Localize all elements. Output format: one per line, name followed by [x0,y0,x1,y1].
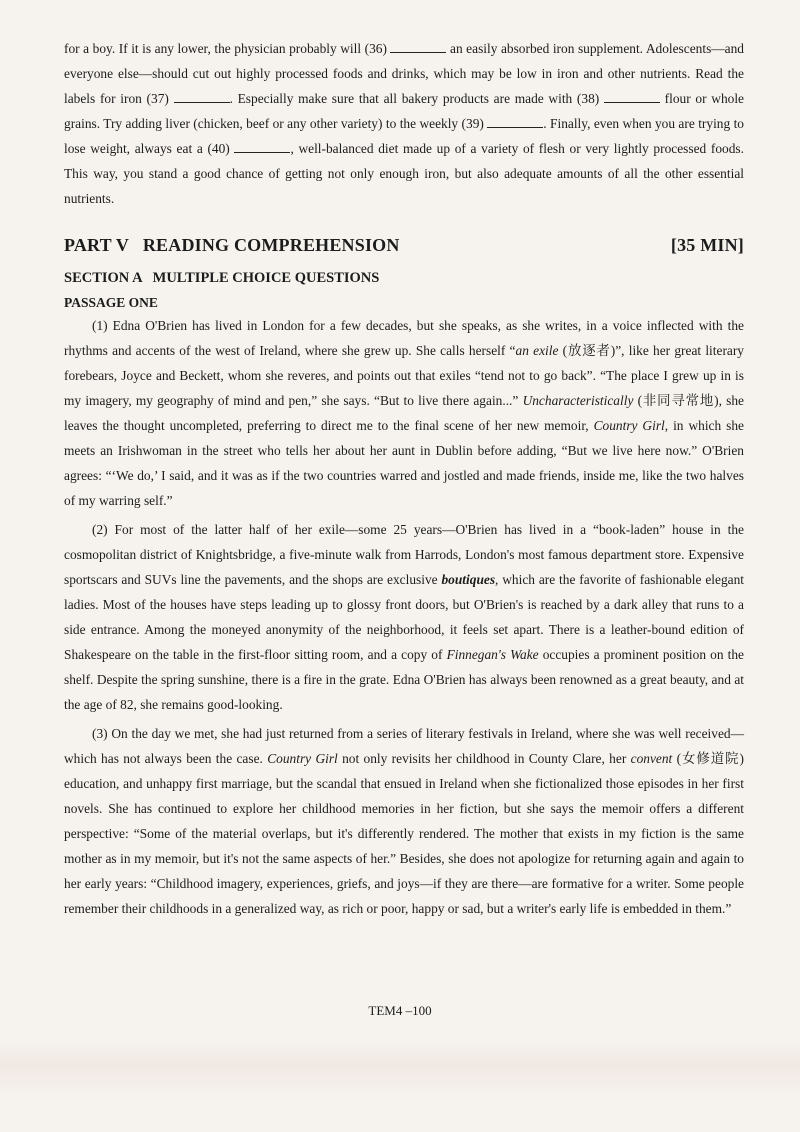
italic-term: an exile [515,343,559,358]
carryover-text: for a boy. If it is any lower, the physician probably will (36) [64,41,391,56]
text: (2) For most of the latter half of her exile—some 25 years—O'Brien has lived in a “book-laden” house in the cosmopolitan district of Knightsbridge, a five-minute walk from Harrods, London's most famous department store. Expensive sportscars and SUVs line the pavements, and the shops are exclusive [64,522,744,587]
blank-39[interactable] [487,115,543,128]
text: , in which she meets an Irishwoman in the street who tells her about her aunt in Dublin before adding, “But we live here now.” O'Brien agrees: “‘We do,’ I said, and it was as if the two countries warred and jostled and made friends, inside me, like the two halves of my warring self.” [64,418,745,508]
text: (女修道院) education, and unhappy first marriage, but the scandal that ensued in Ireland when she fictionalized those episodes in her first novels. She has continued to explore her childhood memories in her fiction, but she says the memoir offers a different perspective: “Some of the material overlaps, but it's differently rendered. The mother that exists in my fiction is the same mother as in my memoir, but it's not the same aspects of her.” Besides, she does not apologize for returning again and again to her early years: “Childhood imagery, experiences, griefs, and joys—if they are there—are formative for a writer. Some people remember their childhoods in a generalized way, as rich or poor, happy or sad, but a writer's early life is embedded in them.” [64,751,744,916]
carryover-text: . Finally, even when you are trying to lose weight, always eat a (40) [64,116,744,156]
part-time: [35 MIN] [670,235,744,255]
carryover-text: an easily absorbed iron supplement. Adolescents—and everyone else—should cut out highly processed foods and drinks, which may be low in iron and other nutrients. Read the labels for iron (37) [64,41,744,106]
blank-37[interactable] [174,90,230,103]
text: (3) On the day we met, she had just returned from a series of literary festivals in Ireland, where she was well received—which has not always been the case. [64,726,744,766]
page-shading [0,1040,800,1100]
carryover-text: , well-balanced diet made up of a variety of flesh or very lightly processed foods. This way, you stand a good chance of getting not only enough iron, but also adequate amounts of all the other essential nutrients. [64,141,744,206]
book-title: Country Girl [267,751,338,766]
part-heading [64,235,744,256]
paragraph-2 [64,517,744,717]
book-title: Finnegan's Wake [446,647,539,662]
italic-term: convent [630,751,673,766]
text: , which are the favorite of fashionable elegant ladies. Most of the houses have steps leading up to glossy front doors, but O'Brien's is reached by a dark alley that runs to a side entrance. Among the moneyed anonymity of the neighborhood, it feels set apart. There is a leather-bound edition of Shakespeare on the table in the first-floor sitting room, and a copy of [64,572,744,662]
blank-38[interactable] [604,90,660,103]
carryover-text: . Especially make sure that all bakery products are made with (38) [229,91,604,106]
text: not only revisits her childhood in County Clare, her [337,751,631,766]
carryover-paragraph [64,36,744,211]
italic-term: Uncharacteristically [522,393,634,408]
text: occupies a prominent position on the shelf. Despite the spring sunshine, there is a fire in the grate. Edna O'Brien has always been renowned as a great beauty, and at the age of 82, she remains good-looking. [64,647,744,712]
book-title: Country Girl [593,418,665,433]
text: (1) Edna O'Brien has lived in London for a few decades, but she speaks, as she writes, in a voice inflected with the rhythms and accents of the west of Ireland, where she grew up. She calls herself “ [64,318,744,358]
blank-40[interactable] [234,140,290,153]
page-footer: TEM4 –100 [368,1003,432,1018]
bold-italic-term: boutiques [441,572,496,587]
blank-36[interactable] [390,40,446,53]
passage-heading: PASSAGE ONE [64,295,158,310]
section-heading: SECTION A MULTIPLE CHOICE QUESTIONS [64,270,380,286]
text: (放逐者)”, like her great literary forebears, Joyce and Beckett, whom she reveres, and points out that exiles “tend not to go back”. “The place I grew up in is my imagery, my geography of mind and pen,” she says. “But to live there again...” [64,343,744,408]
paragraph-1 [64,313,744,513]
part-title: PART V READING COMPREHENSION [64,235,400,255]
paragraph-3 [64,721,744,921]
carryover-text: flour or whole grains. Try adding liver (chicken, beef or any other variety) to the weekly (39) [64,91,745,131]
text: (非同寻常地), she leaves the thought uncompleted, preferring to direct me to the final scene of her new memoir, [64,393,744,433]
